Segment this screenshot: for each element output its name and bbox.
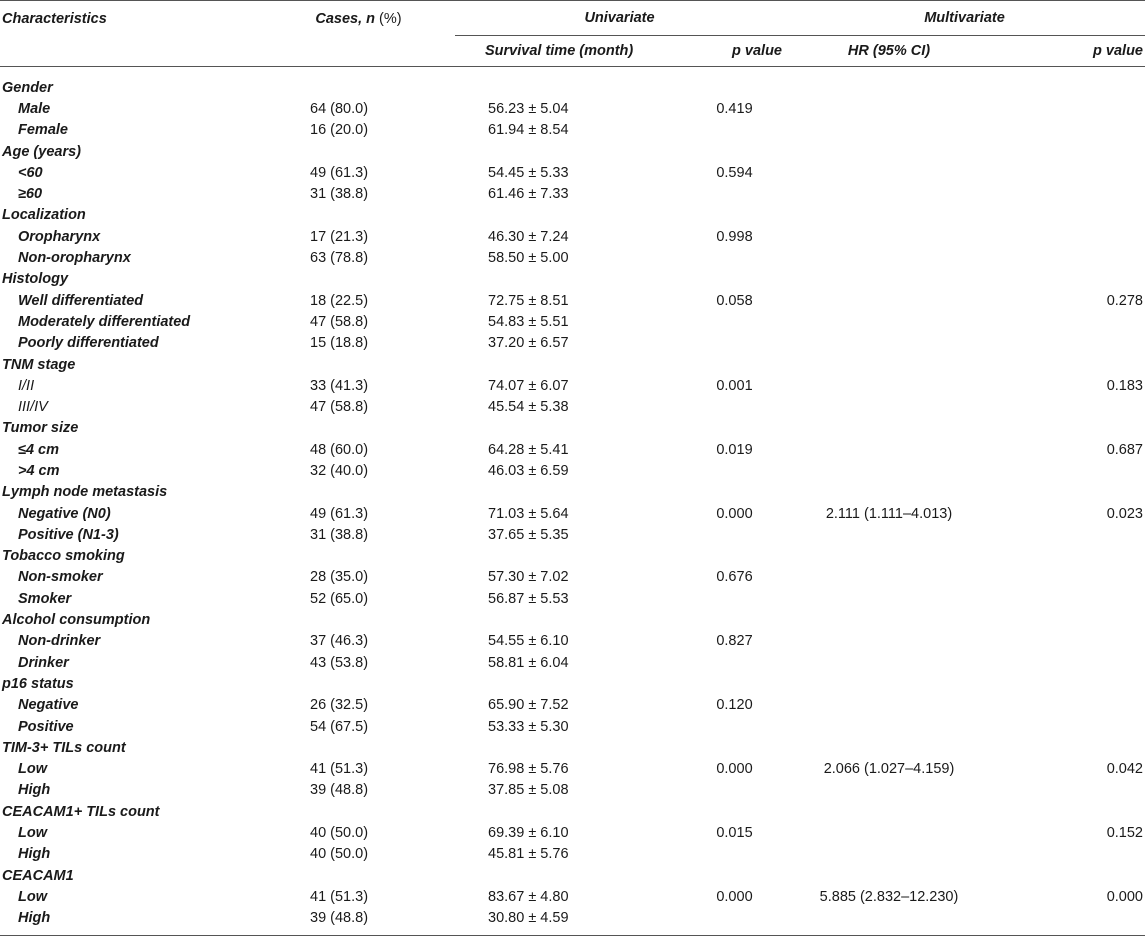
table-row — [0, 780, 1145, 801]
category-row — [0, 482, 1145, 503]
hazard-ratio-cell — [784, 780, 994, 801]
hazard-ratio-cell — [784, 120, 994, 141]
hazard-ratio-cell — [784, 822, 994, 843]
category-row — [0, 418, 1145, 439]
category-label: Tobacco smoking — [2, 548, 125, 565]
p-value-univariate-cell — [685, 908, 784, 929]
header-multivariate: Multivariate — [784, 1, 1145, 36]
row-label: I/II — [18, 377, 35, 394]
survival-time-cell: 71.03 ± 5.64 — [488, 505, 569, 522]
p-value-univariate-cell — [685, 588, 784, 609]
cases-cell: 31 (38.8) — [310, 526, 369, 543]
p-value-multivariate-cell — [994, 908, 1145, 929]
p-value-univariate-cell — [685, 652, 784, 673]
table-row — [0, 631, 1145, 652]
category-row — [0, 269, 1145, 290]
hazard-ratio-cell — [784, 652, 994, 673]
cases-cell: 32 (40.0) — [310, 462, 369, 479]
hazard-ratio-cell — [784, 396, 994, 417]
cases-cell: 63 (78.8) — [310, 250, 369, 267]
table-row — [0, 524, 1145, 545]
header-survival-time: Survival time (month) — [485, 43, 634, 59]
table-body — [0, 67, 1145, 936]
survival-time-cell: 54.55 ± 6.10 — [488, 633, 569, 650]
header-univariate: Univariate — [455, 1, 784, 36]
p-value-multivariate-cell — [994, 311, 1145, 332]
row-label: Negative (N0) — [18, 505, 111, 522]
survival-time-cell: 37.20 ± 6.57 — [488, 335, 569, 352]
p-value-multivariate-cell: 0.042 — [1106, 761, 1143, 778]
survival-time-cell: 69.39 ± 6.10 — [488, 825, 569, 842]
table-row — [0, 567, 1145, 588]
hazard-ratio-cell: 5.885 (2.832–12.230) — [819, 888, 959, 905]
p-value-multivariate-cell — [994, 567, 1145, 588]
survival-time-cell: 54.83 ± 5.51 — [488, 313, 569, 330]
table-row — [0, 183, 1145, 204]
p-value-multivariate-cell — [994, 780, 1145, 801]
hazard-ratio-cell — [784, 226, 994, 247]
header-p-value-multivariate: p value — [1093, 43, 1143, 59]
p-value-multivariate-cell — [994, 396, 1145, 417]
survival-time-cell: 57.30 ± 7.02 — [488, 569, 569, 586]
p-value-univariate-cell: 0.058 — [716, 292, 753, 309]
hazard-ratio-cell — [784, 567, 994, 588]
row-label: Positive — [18, 718, 74, 735]
table-row — [0, 822, 1145, 843]
p-value-multivariate-cell — [994, 716, 1145, 737]
row-label: Drinker — [18, 654, 69, 671]
survival-time-cell: 56.87 ± 5.53 — [488, 590, 569, 607]
p-value-multivariate-cell — [994, 98, 1145, 119]
category-label: TNM stage — [2, 356, 76, 373]
cases-cell: 18 (22.5) — [310, 292, 369, 309]
table-row — [0, 716, 1145, 737]
p-value-multivariate-cell — [994, 460, 1145, 481]
cases-cell: 28 (35.0) — [310, 569, 369, 586]
category-row — [0, 673, 1145, 694]
row-label: ≥60 — [18, 186, 43, 203]
hazard-ratio-cell: 2.111 (1.111–4.013) — [825, 505, 953, 522]
category-label: Localization — [2, 207, 86, 224]
table-row — [0, 311, 1145, 332]
row-label: High — [18, 846, 51, 863]
header-cases — [262, 1, 455, 67]
category-label: Alcohol consumption — [2, 612, 151, 629]
row-label: Positive (N1-3) — [18, 526, 119, 543]
table-row — [0, 98, 1145, 119]
cases-cell: 52 (65.0) — [310, 590, 369, 607]
p-value-multivariate-cell — [994, 695, 1145, 716]
row-label: Oropharynx — [18, 228, 101, 245]
p-value-univariate-cell: 0.998 — [716, 228, 753, 245]
hazard-ratio-cell — [784, 183, 994, 204]
p-value-multivariate-cell: 0.278 — [1106, 292, 1143, 309]
row-label: Smoker — [18, 590, 72, 607]
p-value-univariate-cell — [685, 183, 784, 204]
row-label: Female — [18, 122, 68, 139]
category-label: Age (years) — [2, 143, 81, 160]
row-label: Non-oropharynx — [18, 250, 131, 267]
cases-cell: 54 (67.5) — [310, 718, 369, 735]
p-value-multivariate-cell — [994, 652, 1145, 673]
category-row — [0, 609, 1145, 630]
p-value-univariate-cell — [685, 120, 784, 141]
hazard-ratio-cell — [784, 290, 994, 311]
table-row — [0, 652, 1145, 673]
table-row — [0, 503, 1145, 524]
p-value-multivariate-cell — [994, 588, 1145, 609]
survival-time-cell: 58.50 ± 5.00 — [488, 250, 569, 267]
cases-cell: 47 (58.8) — [310, 313, 369, 330]
row-label: ≤4 cm — [18, 441, 60, 458]
survival-time-cell: 45.54 ± 5.38 — [488, 399, 569, 416]
category-label: CEACAM1+ TILs count — [2, 803, 160, 820]
row-label: Negative — [18, 697, 79, 714]
row-label: Moderately differentiated — [18, 313, 191, 330]
survival-time-cell: 64.28 ± 5.41 — [488, 441, 569, 458]
p-value-univariate-cell — [685, 844, 784, 865]
row-label: <60 — [18, 164, 43, 181]
cases-cell: 39 (48.8) — [310, 910, 369, 927]
category-label: p16 status — [2, 675, 74, 692]
survival-time-cell: 53.33 ± 5.30 — [488, 718, 569, 735]
p-value-univariate-cell — [685, 524, 784, 545]
cases-cell: 15 (18.8) — [310, 335, 369, 352]
hazard-ratio-cell — [784, 98, 994, 119]
category-row — [0, 801, 1145, 822]
survival-time-cell: 56.23 ± 5.04 — [488, 100, 569, 117]
table-spacer — [0, 67, 1145, 78]
cases-cell: 26 (32.5) — [310, 697, 369, 714]
p-value-univariate-cell: 0.019 — [716, 441, 753, 458]
header-characteristics: Characteristics — [2, 11, 107, 27]
p-value-multivariate-cell: 0.687 — [1106, 441, 1143, 458]
p-value-multivariate-cell — [994, 524, 1145, 545]
p-value-multivariate-cell: 0.023 — [1106, 505, 1143, 522]
p-value-multivariate-cell — [994, 183, 1145, 204]
row-label: Poorly differentiated — [18, 335, 159, 352]
category-label: Histology — [2, 271, 69, 288]
category-row — [0, 205, 1145, 226]
hazard-ratio-cell — [784, 695, 994, 716]
table-row — [0, 396, 1145, 417]
survival-time-cell: 37.85 ± 5.08 — [488, 782, 569, 799]
p-value-multivariate-cell — [994, 120, 1145, 141]
row-label: Low — [18, 888, 47, 905]
hazard-ratio-cell — [784, 311, 994, 332]
survival-time-cell: 76.98 ± 5.76 — [488, 761, 569, 778]
cases-cell: 64 (80.0) — [310, 100, 369, 117]
survival-time-cell: 58.81 ± 6.04 — [488, 654, 569, 671]
cases-cell: 39 (48.8) — [310, 782, 369, 799]
row-label: Non-smoker — [18, 569, 103, 586]
cases-cell: 48 (60.0) — [310, 441, 369, 458]
p-value-univariate-cell: 0.000 — [716, 761, 753, 778]
hazard-ratio-cell — [784, 716, 994, 737]
p-value-univariate-cell: 0.015 — [716, 825, 753, 842]
cases-cell: 31 (38.8) — [310, 186, 369, 203]
survival-time-cell: 74.07 ± 6.07 — [488, 377, 569, 394]
category-row — [0, 546, 1145, 567]
p-value-univariate-cell: 0.120 — [716, 697, 753, 714]
cases-cell: 49 (61.3) — [310, 164, 369, 181]
p-value-univariate-cell: 0.419 — [716, 100, 753, 117]
p-value-multivariate-cell: 0.183 — [1106, 377, 1143, 394]
p-value-univariate-cell — [685, 311, 784, 332]
cases-cell: 49 (61.3) — [310, 505, 369, 522]
header-cases-label: Cases, — [315, 11, 367, 27]
hazard-ratio-cell — [784, 460, 994, 481]
p-value-univariate-cell — [685, 716, 784, 737]
p-value-univariate-cell — [685, 247, 784, 268]
category-label: Gender — [2, 79, 53, 96]
table-row — [0, 886, 1145, 907]
hazard-ratio-cell — [784, 908, 994, 929]
survival-time-cell: 65.90 ± 7.52 — [488, 697, 569, 714]
table-row — [0, 908, 1145, 929]
table-row — [0, 120, 1145, 141]
hazard-ratio-cell — [784, 631, 994, 652]
row-label: Low — [18, 761, 47, 778]
header-hazard-ratio: HR (95% CI) — [847, 43, 931, 59]
p-value-multivariate-cell: 0.152 — [1106, 825, 1143, 842]
cases-cell: 43 (53.8) — [310, 654, 369, 671]
cases-cell: 41 (51.3) — [310, 888, 369, 905]
p-value-univariate-cell: 0.676 — [716, 569, 753, 586]
table-header — [0, 1, 1145, 67]
survival-time-cell: 37.65 ± 5.35 — [488, 526, 569, 543]
table-bottom-rule — [0, 929, 1145, 936]
p-value-multivariate-cell — [994, 631, 1145, 652]
table-row — [0, 247, 1145, 268]
cases-cell: 37 (46.3) — [310, 633, 369, 650]
survival-time-cell: 46.03 ± 6.59 — [488, 462, 569, 479]
hazard-ratio-cell — [784, 439, 994, 460]
p-value-univariate-cell: 0.000 — [716, 888, 753, 905]
category-row — [0, 737, 1145, 758]
header-cases-pct: (%) — [375, 11, 402, 27]
table-row — [0, 588, 1145, 609]
hazard-ratio-cell — [784, 588, 994, 609]
p-value-univariate-cell: 0.594 — [716, 164, 753, 181]
hazard-ratio-cell — [784, 162, 994, 183]
survival-time-cell: 83.67 ± 4.80 — [488, 888, 569, 905]
p-value-univariate-cell: 0.000 — [716, 505, 753, 522]
table-row — [0, 844, 1145, 865]
category-label: Tumor size — [2, 420, 79, 437]
header-cases-n: n — [366, 11, 376, 27]
header-row-top — [0, 1, 1145, 36]
table-row — [0, 439, 1145, 460]
table-row — [0, 162, 1145, 183]
p-value-univariate-cell — [685, 333, 784, 354]
table-row — [0, 695, 1145, 716]
category-row — [0, 354, 1145, 375]
cases-cell: 40 (50.0) — [310, 825, 369, 842]
p-value-multivariate-cell — [994, 226, 1145, 247]
table-row — [0, 333, 1145, 354]
hazard-ratio-cell — [784, 333, 994, 354]
row-label: High — [18, 782, 51, 799]
survival-time-cell: 61.46 ± 7.33 — [488, 186, 569, 203]
survival-time-cell: 61.94 ± 8.54 — [488, 122, 569, 139]
cases-cell: 33 (41.3) — [310, 377, 369, 394]
cases-cell: 17 (21.3) — [310, 228, 369, 245]
survival-time-cell: 46.30 ± 7.24 — [488, 228, 569, 245]
hazard-ratio-cell — [784, 247, 994, 268]
row-label: Non-drinker — [18, 633, 101, 650]
hazard-ratio-cell — [784, 844, 994, 865]
cases-cell: 41 (51.3) — [310, 761, 369, 778]
hazard-ratio-cell — [784, 524, 994, 545]
p-value-univariate-cell: 0.001 — [716, 377, 753, 394]
table-row — [0, 226, 1145, 247]
p-value-univariate-cell: 0.827 — [716, 633, 753, 650]
table-row — [0, 759, 1145, 780]
hazard-ratio-cell — [784, 375, 994, 396]
p-value-univariate-cell — [685, 780, 784, 801]
category-row — [0, 141, 1145, 162]
category-label: TIM-3+ TILs count — [2, 739, 126, 756]
p-value-multivariate-cell — [994, 247, 1145, 268]
survival-time-cell: 72.75 ± 8.51 — [488, 292, 569, 309]
category-row — [0, 865, 1145, 886]
cases-cell: 47 (58.8) — [310, 399, 369, 416]
p-value-multivariate-cell — [994, 333, 1145, 354]
p-value-multivariate-cell — [994, 844, 1145, 865]
table-row — [0, 290, 1145, 311]
table-row — [0, 375, 1145, 396]
category-label: Lymph node metastasis — [2, 484, 168, 501]
survival-time-cell: 30.80 ± 4.59 — [488, 910, 569, 927]
row-label: Male — [18, 100, 51, 117]
row-label: Low — [18, 825, 47, 842]
p-value-univariate-cell — [685, 396, 784, 417]
p-value-multivariate-cell — [994, 162, 1145, 183]
row-label: III/IV — [18, 399, 48, 416]
p-value-univariate-cell — [685, 460, 784, 481]
survival-time-cell: 54.45 ± 5.33 — [488, 164, 569, 181]
row-label: High — [18, 910, 51, 927]
table-row — [0, 460, 1145, 481]
category-label: CEACAM1 — [2, 867, 74, 884]
hazard-ratio-cell: 2.066 (1.027–4.159) — [823, 761, 955, 778]
category-row — [0, 77, 1145, 98]
p-value-multivariate-cell: 0.000 — [1106, 888, 1143, 905]
survival-time-cell: 45.81 ± 5.76 — [488, 846, 569, 863]
cases-cell: 40 (50.0) — [310, 846, 369, 863]
row-label: >4 cm — [18, 462, 60, 479]
header-p-value-univariate: p value — [732, 43, 782, 59]
cases-cell: 16 (20.0) — [310, 122, 369, 139]
row-label: Well differentiated — [18, 292, 144, 309]
